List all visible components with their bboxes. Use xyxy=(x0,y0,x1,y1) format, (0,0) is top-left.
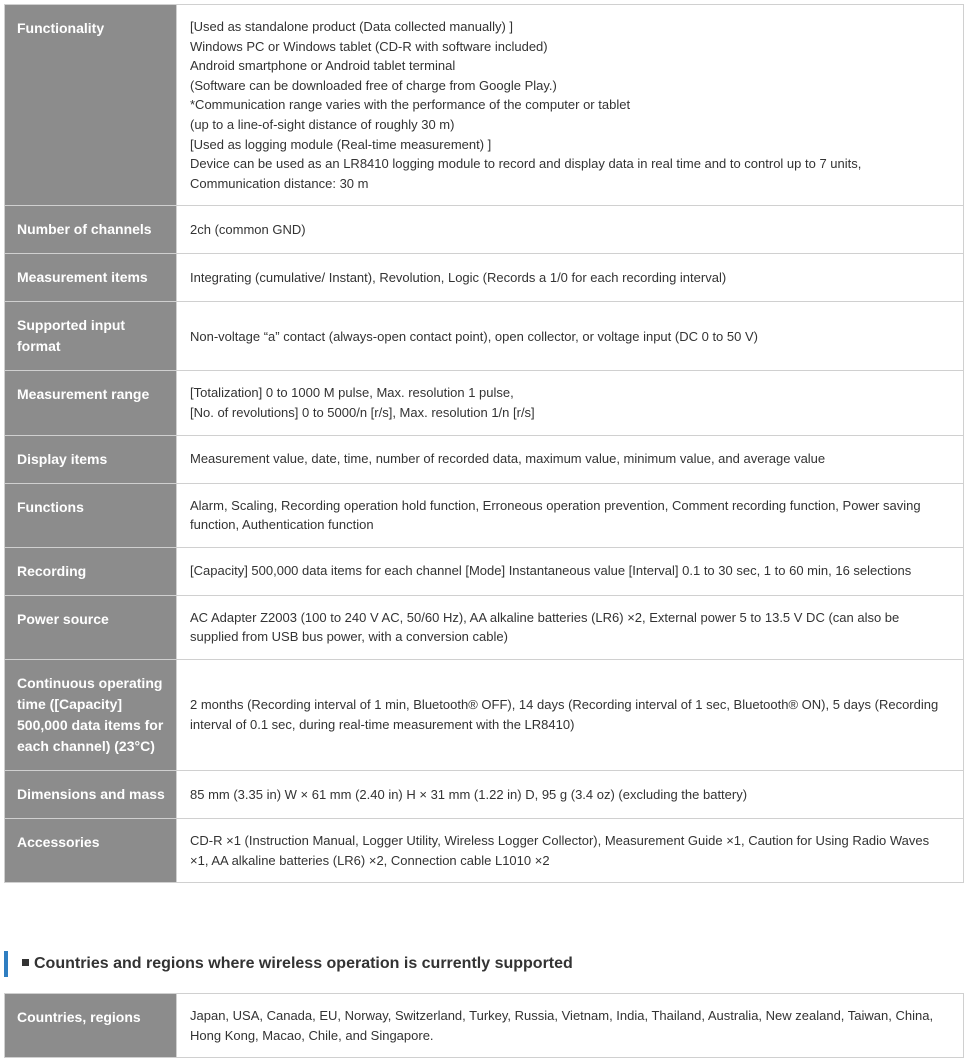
regions-table-body xyxy=(5,994,964,1058)
regions-table xyxy=(4,993,964,1058)
spec-row xyxy=(5,595,964,659)
spec-label: Dimensions and mass xyxy=(5,770,177,818)
square-bullet-icon xyxy=(22,959,29,966)
spec-value-line: Measurement value, date, time, number of recorded data, maximum value, minimum value, and average value xyxy=(190,451,826,467)
spec-label: Accessories xyxy=(5,818,177,882)
spec-label: Display items xyxy=(5,435,177,483)
spec-value xyxy=(177,371,964,435)
spec-label: Measurement items xyxy=(5,254,177,302)
spec-value-line: Japan, USA, Canada, EU, Norway, Switzerland, Turkey, Russia, Vietnam, India, Thailand, Australia, New zealand, Taiwan, China, Hong Kong, Macao, Chile, and Singapore. xyxy=(190,1008,934,1043)
spec-row xyxy=(5,302,964,371)
spec-row xyxy=(5,659,964,770)
spec-row xyxy=(5,994,964,1058)
spec-value xyxy=(177,818,964,882)
spec-value xyxy=(177,770,964,818)
spec-label: Recording xyxy=(5,547,177,595)
spec-row xyxy=(5,435,964,483)
spec-label: Measurement range xyxy=(5,371,177,435)
spec-value-line: 2 months (Recording interval of 1 min, Bluetooth® OFF), 14 days (Recording interval of 1 sec, Bluetooth® ON), 5 days (Recording interval of 0.1 sec, during real-time measurement with the LR8410) xyxy=(190,697,939,732)
spec-value xyxy=(177,206,964,254)
spec-value-line: Device can be used as an LR8410 logging module to record and display data in real time and to control up to 7 units, xyxy=(190,156,862,172)
spec-row xyxy=(5,371,964,435)
section-heading xyxy=(4,951,573,977)
spec-value-line: *Communication range varies with the performance of the computer or tablet xyxy=(190,97,631,113)
spec-value xyxy=(177,659,964,770)
spec-row xyxy=(5,483,964,547)
spec-label: Continuous operating time ([Capacity] 500,000 data items for each channel) (23°C) xyxy=(5,659,177,770)
spec-row xyxy=(5,770,964,818)
spec-value-line: [Capacity] 500,000 data items for each channel [Mode] Instantaneous value [Interval] 0.1 to 30 sec, 1 to 60 min, 16 selections xyxy=(190,563,912,579)
spec-value-line: 85 mm (3.35 in) W × 61 mm (2.40 in) H × 31 mm (1.22 in) D, 95 g (3.4 oz) (excluding the battery) xyxy=(190,786,748,802)
spec-row xyxy=(5,818,964,882)
spec-row xyxy=(5,254,964,302)
spec-row xyxy=(5,547,964,595)
spec-value xyxy=(177,595,964,659)
spec-value-line: Integrating (cumulative/ Instant), Revolution, Logic (Records a 1/0 for each recording interval) xyxy=(190,270,727,286)
spec-label: Supported input format xyxy=(5,302,177,371)
spec-value xyxy=(177,254,964,302)
spec-value-line: CD-R ×1 (Instruction Manual, Logger Utility, Wireless Logger Collector), Measurement Guide ×1, Caution for Using Radio Waves ×1, AA alkaline batteries (LR6) ×2, Connection cable L1010 ×2 xyxy=(190,832,930,868)
spec-value-line: [No. of revolutions] 0 to 5000/n [r/s], Max. resolution 1/n [r/s] xyxy=(190,404,535,420)
spec-value-line: AC Adapter Z2003 (100 to 240 V AC, 50/60 Hz), AA alkaline batteries (LR6) ×2, External power 5 to 13.5 V DC (can also be supplied from USB bus power, with a conversion cable) xyxy=(190,609,900,645)
spec-value-line: Alarm, Scaling, Recording operation hold function, Erroneous operation prevention, Comment recording function, Power saving function, Authentication function xyxy=(190,497,921,533)
spec-value-line: Android smartphone or Android tablet terminal xyxy=(190,58,456,74)
section-heading-text: Countries and regions where wireless operation is currently supported xyxy=(34,955,573,972)
spec-value-line: (Software can be downloaded free of charge from Google Play.) xyxy=(190,77,557,93)
spec-value xyxy=(177,302,964,371)
spec-label: Functionality xyxy=(5,5,177,206)
spec-value-line: (up to a line-of-sight distance of roughly 30 m) xyxy=(190,116,455,132)
spec-value xyxy=(177,5,964,206)
spec-label: Power source xyxy=(5,595,177,659)
spec-value-line: 2ch (common GND) xyxy=(190,222,306,238)
spec-value-line: [Used as logging module (Real-time measurement) ] xyxy=(190,136,492,152)
spec-value xyxy=(177,483,964,547)
spec-label: Number of channels xyxy=(5,206,177,254)
spec-value-line: [Used as standalone product (Data collected manually) ] xyxy=(190,19,514,34)
spec-row xyxy=(5,206,964,254)
spec-label: Countries, regions xyxy=(5,994,177,1058)
spec-label: Functions xyxy=(5,483,177,547)
spec-value-line: Non-voltage “a” contact (always-open contact point), open collector, or voltage input (DC 0 to 50 V) xyxy=(190,328,758,344)
spec-row xyxy=(5,5,964,206)
spec-table xyxy=(4,4,964,883)
spec-value xyxy=(177,435,964,483)
spec-value-line: Communication distance: 30 m xyxy=(190,175,369,191)
spec-value-line: Windows PC or Windows tablet (CD-R with software included) xyxy=(190,38,548,54)
spec-value-line: [Totalization] 0 to 1000 M pulse, Max. resolution 1 pulse, xyxy=(190,385,514,401)
spec-value xyxy=(177,994,964,1058)
spec-table-body xyxy=(5,5,964,883)
spec-value xyxy=(177,547,964,595)
